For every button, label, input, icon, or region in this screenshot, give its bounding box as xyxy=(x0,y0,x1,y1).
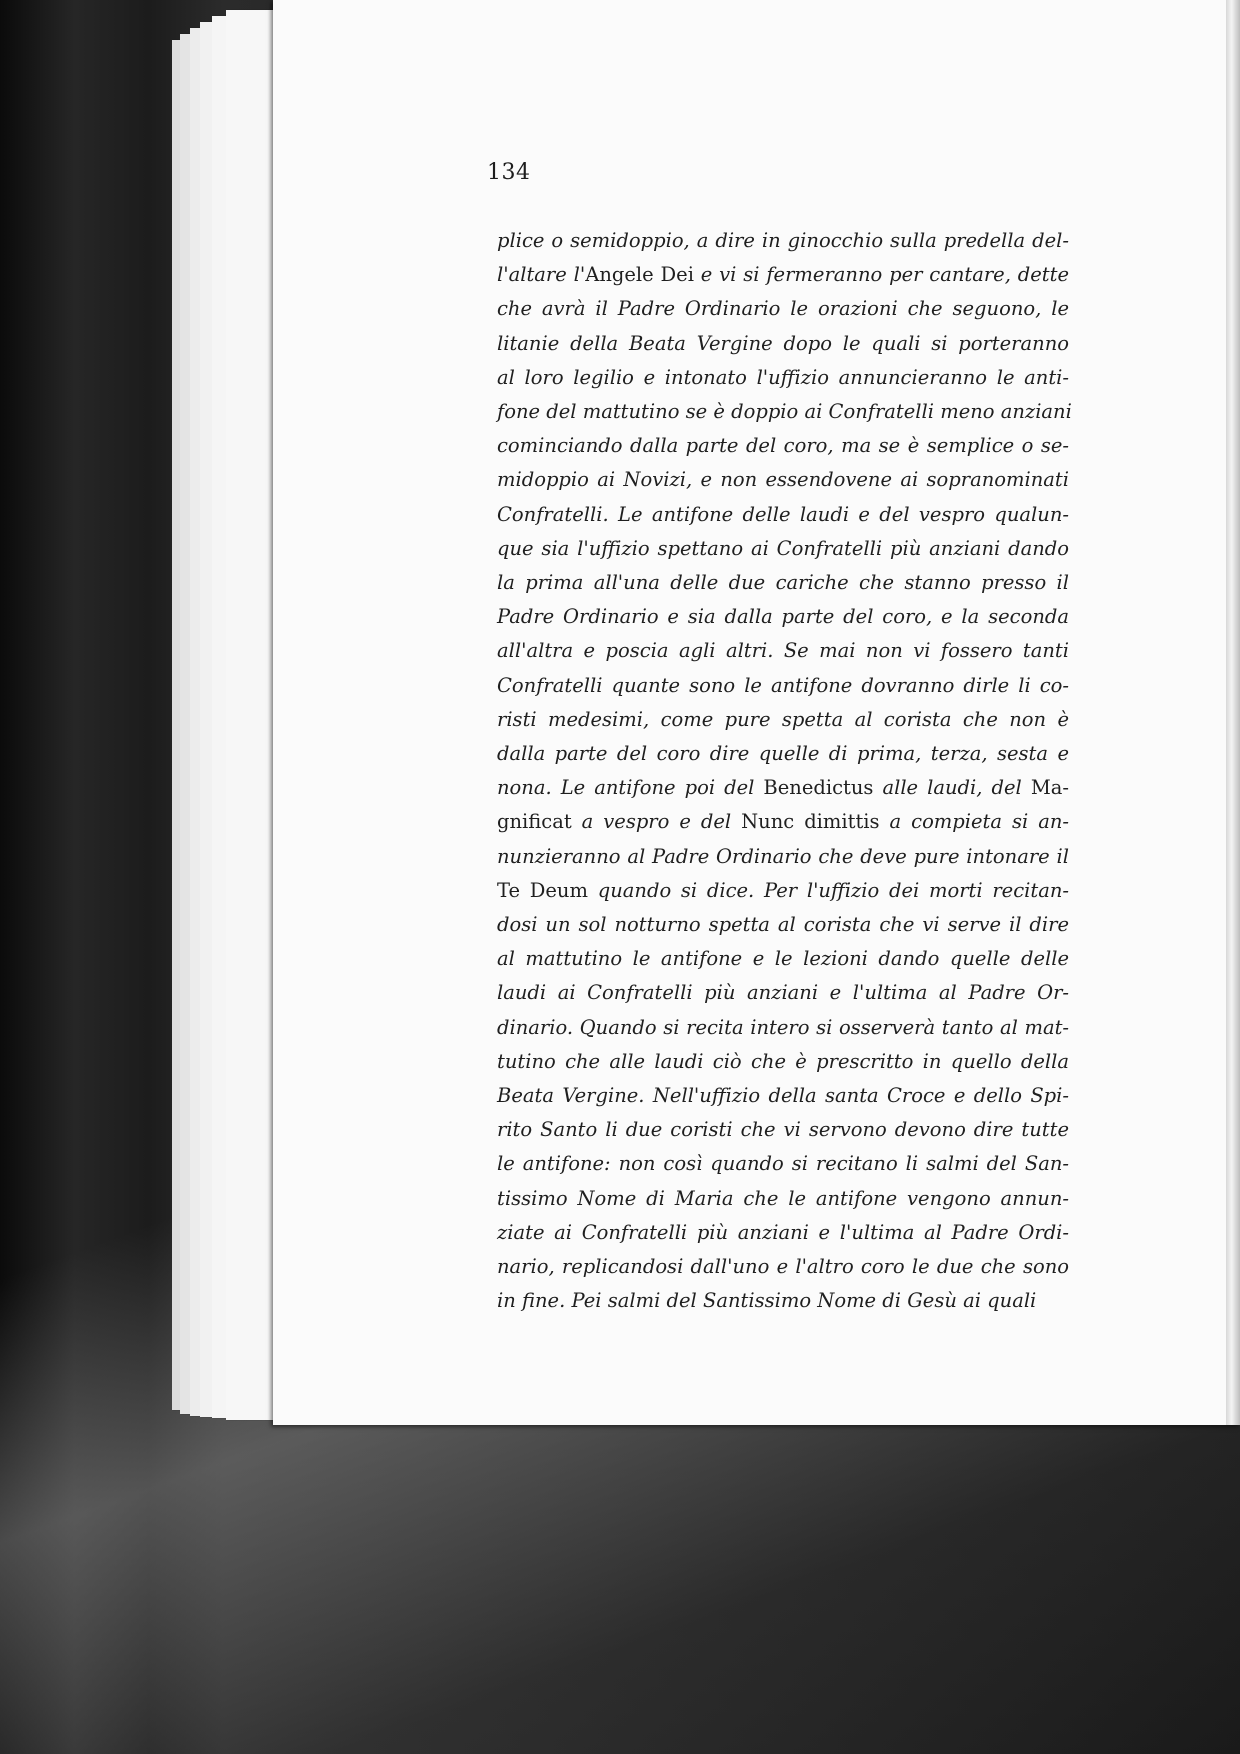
text-line xyxy=(497,1182,1069,1216)
roman-text: gnificat xyxy=(497,810,572,834)
italic-text: cominciando dalla parte del coro, ma se è semplice o se- xyxy=(497,434,1069,458)
text-line xyxy=(497,498,1069,532)
italic-text: Confratelli. Le antifone delle laudi e del vespro qualun- xyxy=(497,502,1069,526)
italic-text: tutino che alle laudi ciò che è prescritto in quello della xyxy=(497,1049,1069,1073)
italic-text: ziate ai Confratelli più anziani e l'ultima al Padre Ordi- xyxy=(497,1220,1069,1244)
roman-text: Angele Dei xyxy=(585,263,694,287)
italic-text: all'altra e poscia agli altri. Se mai non vi fossero tanti xyxy=(497,639,1069,663)
text-line xyxy=(497,566,1069,600)
italic-text: dalla parte del coro dire quelle di prima, terza, sesta e xyxy=(497,742,1069,766)
text-line xyxy=(497,771,1069,805)
text-line xyxy=(497,361,1069,395)
text-line xyxy=(497,1216,1069,1250)
text-line xyxy=(497,737,1069,771)
text-line xyxy=(497,805,1069,839)
text-line xyxy=(497,429,1069,463)
italic-text: risti medesimi, come pure spetta al corista che non è xyxy=(497,707,1069,731)
italic-text: l'altare l' xyxy=(497,263,586,287)
italic-text: dosi un sol notturno spetta al corista che vi serve il dire xyxy=(497,913,1069,937)
page-number: 134 xyxy=(487,160,531,185)
roman-text: Ma- xyxy=(1030,776,1070,800)
italic-text: Beata Vergine. Nell'uffizio della santa Croce e dello Spi- xyxy=(497,1084,1069,1108)
page-stack-edge xyxy=(226,10,274,1420)
italic-text: la prima all'una delle due cariche che stanno presso il xyxy=(497,571,1069,595)
italic-text: Padre Ordinario e sia dalla parte del coro, e la seconda xyxy=(497,605,1069,629)
roman-text: Nunc dimittis xyxy=(741,810,880,834)
italic-text: plice o semidoppio, a dire in ginocchio sulla predella del- xyxy=(497,229,1069,252)
text-line xyxy=(497,1045,1069,1079)
italic-text: nario, replicandosi dall'uno e l'altro coro le due che sono xyxy=(497,1255,1069,1279)
next-page-edge xyxy=(1226,0,1240,1425)
body-text xyxy=(497,224,1072,1319)
text-line xyxy=(497,258,1069,292)
italic-text: Confratelli quante sono le antifone dovranno dirle li co- xyxy=(497,673,1069,697)
text-line xyxy=(497,292,1069,326)
italic-text: al mattutino le antifone e le lezioni dando quelle delle xyxy=(497,947,1069,971)
roman-text: Te Deum xyxy=(497,878,588,902)
italic-text: litanie della Beata Vergine dopo le quali si porteranno xyxy=(497,331,1069,355)
text-line xyxy=(497,840,1069,874)
text-line xyxy=(497,976,1069,1010)
italic-text: midoppio ai Novizi, e non essendovene ai sopranominati xyxy=(497,468,1069,492)
text-line xyxy=(497,1113,1069,1147)
text-line xyxy=(497,224,1069,258)
text-line xyxy=(497,532,1069,566)
italic-text: dinario. Quando si recita intero si osserverà tanto al mat- xyxy=(497,1015,1069,1039)
text-line xyxy=(497,463,1069,497)
text-line xyxy=(497,1284,1069,1318)
text-line xyxy=(497,395,1072,429)
italic-text: tissimo Nome di Maria che le antifone vengono annun- xyxy=(497,1186,1069,1210)
roman-text: Benedictus xyxy=(763,776,874,800)
italic-text: le antifone: non così quando si recitano li salmi del San- xyxy=(497,1152,1069,1176)
italic-text: e vi si fermeranno per cantare, dette xyxy=(693,263,1069,287)
text-line xyxy=(497,1079,1069,1113)
text-line xyxy=(497,874,1069,908)
text-line xyxy=(497,1011,1069,1045)
text-line xyxy=(497,1250,1069,1284)
italic-text: que sia l'uffizio spettano ai Confratelli più anziani dando xyxy=(497,536,1069,560)
italic-text: in fine. Pei salmi del Santissimo Nome di Gesù ai quali xyxy=(497,1289,1037,1313)
text-line xyxy=(497,703,1069,737)
text-line xyxy=(497,600,1069,634)
italic-text: rito Santo li due coristi che vi servono devono dire tutte xyxy=(497,1118,1069,1142)
text-line xyxy=(497,327,1069,361)
italic-text: fone del mattutino se è doppio ai Confratelli meno anziani xyxy=(497,400,1072,424)
text-line xyxy=(497,1147,1069,1181)
text-line xyxy=(497,669,1069,703)
italic-text: nona. Le antifone poi del xyxy=(497,776,764,800)
italic-text: alle laudi, del xyxy=(873,776,1031,800)
italic-text: che avrà il Padre Ordinario le orazioni che seguono, le xyxy=(497,297,1069,321)
text-line xyxy=(497,942,1069,976)
italic-text: nunzieranno al Padre Ordinario che deve pure intonare il xyxy=(497,844,1069,868)
italic-text: laudi ai Confratelli più anziani e l'ultima al Padre Or- xyxy=(497,981,1069,1005)
italic-text: a compieta si an- xyxy=(879,810,1069,834)
italic-text: quando si dice. Per l'uffizio dei morti recitan- xyxy=(588,878,1069,902)
italic-text: a vespro e del xyxy=(571,810,742,834)
text-line xyxy=(497,908,1069,942)
italic-text: al loro legilio e intonato l'uffizio annuncieranno le anti- xyxy=(497,365,1069,389)
text-line xyxy=(497,634,1069,668)
